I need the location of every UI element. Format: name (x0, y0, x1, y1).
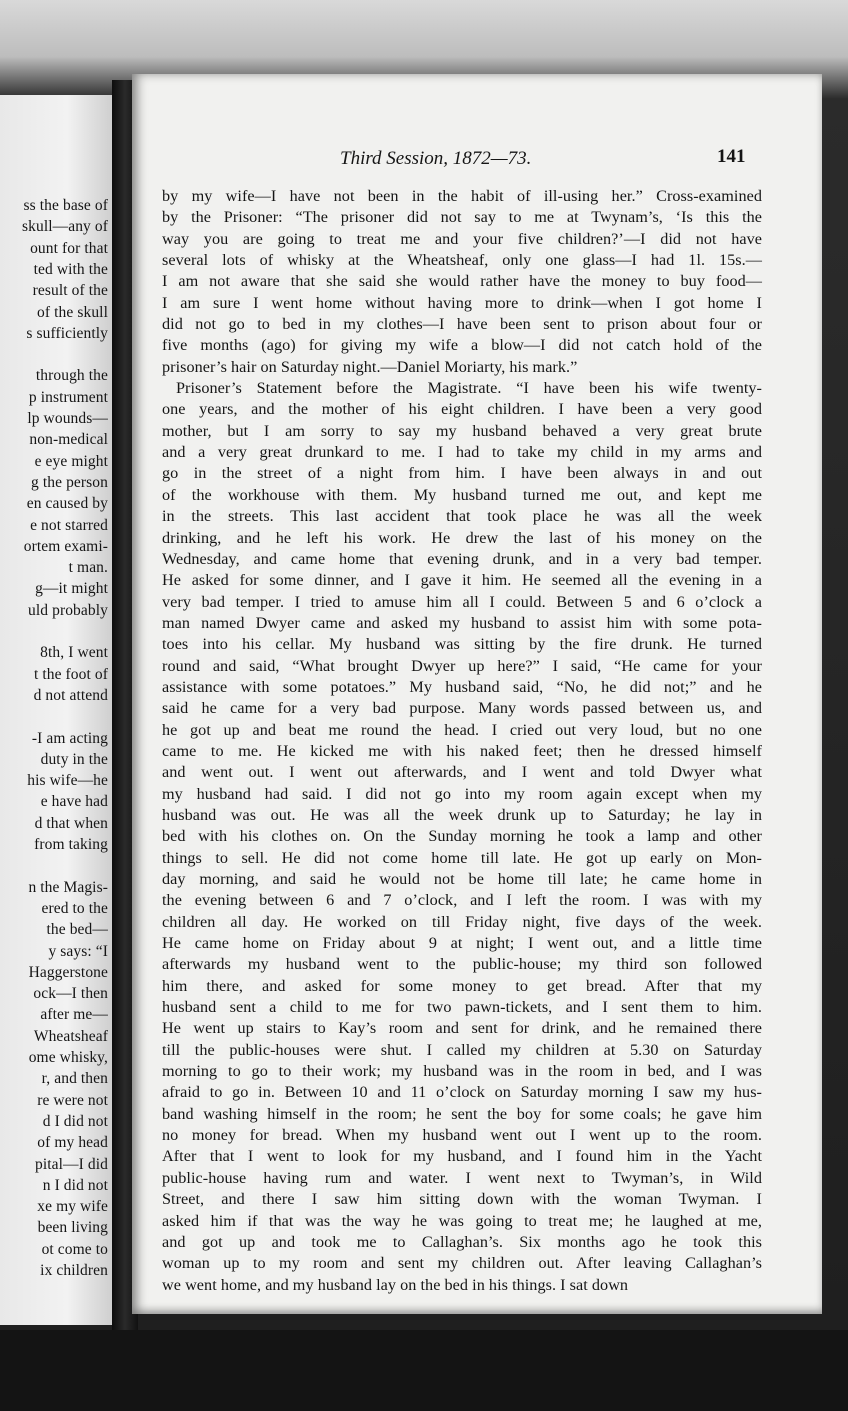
left-page-line: y says: “I (48, 942, 108, 960)
left-page-line: ome whisky, (28, 1049, 108, 1066)
left-page-line: of the skull (37, 303, 108, 321)
left-page-line: g the person (31, 473, 108, 491)
left-page-line: lp wounds— (27, 410, 108, 427)
body-line: drinking, and he left his work. He drew the last of his money on the (162, 528, 762, 547)
left-page-line: p instrument (28, 388, 108, 406)
left-page-line: uld probably (28, 601, 108, 619)
body-line: After that I went to look for my husband, and I found him in the Yacht (162, 1147, 762, 1166)
left-page-line: e not starred (30, 516, 108, 534)
left-page-line: ered to the (41, 899, 108, 917)
left-page-line: ted with the (33, 260, 108, 278)
body-line: and got up and took me to Callaghan’s. Six months ago he took this (162, 1232, 762, 1251)
body-line: he got up and beat me round the head. I cried out very loud, but no one (162, 720, 762, 739)
left-page-line: d that when (34, 814, 108, 832)
left-page-line: Wheatsheaf (33, 1027, 108, 1045)
body-line: and went out. I went out afterwards, and I went and told Dwyer what (162, 763, 762, 782)
left-page-line: after me— (40, 1006, 108, 1024)
body-line: He came home on Friday about 9 at night; I went out, and a little time (162, 934, 762, 953)
body-line: said he came for a very bad purpose. Many words passed between us, and (162, 699, 762, 718)
body-line: by the Prisoner: “The prisoner did not say to me at Twynam’s, ‘Is this the (162, 208, 762, 227)
left-page-line: through the (35, 367, 108, 385)
body-line: very bad temper. I tried to amuse him all I could. Between 5 and 6 o’clock a (162, 592, 762, 611)
body-line: morning to go to their work; my husband was in the room in bed, and I was (162, 1062, 762, 1081)
scan-bottom-edge (0, 1330, 848, 1411)
left-page-line: the bed— (46, 921, 108, 939)
body-line: go in the street of a night from him. I have been always in and out (162, 464, 762, 483)
body-line: by my wife—I have not been in the habit of ill-using her.” Cross-examined (162, 187, 762, 205)
body-line: assistance with some potatoes.” My husband said, “No, he did not;” and he (162, 677, 762, 696)
left-page-line: ock—I then (33, 985, 108, 1003)
left-page-line: -I am acting (31, 729, 108, 747)
body-line: one years, and the mother of his eight children. I have been a very good (162, 400, 762, 419)
left-page-line: pital—I did (35, 1155, 108, 1173)
body-line: toes into his cellar. My husband was sitting by the fire drunk. He turned (162, 635, 762, 654)
body-line: Wednesday, and came home that evening drunk, and in a very bad temper. (162, 549, 762, 568)
left-page-line: e eye might (34, 452, 108, 470)
page-number: 141 (717, 146, 746, 167)
body-text (162, 186, 762, 1296)
body-line: and a very great drunkard to me. I had to take my child in my arms and (162, 443, 762, 462)
body-line: things to sell. He did not come home till late. He got up early on Mon- (162, 848, 762, 867)
left-page-line: of my head (37, 1134, 108, 1152)
left-page-line: ortem exami- (23, 537, 108, 555)
left-page-line: skull—any of (21, 218, 108, 236)
left-page-line: his wife—he (27, 772, 108, 790)
left-page-line: ot come to (41, 1240, 108, 1258)
body-line: He went up stairs to Kay’s room and sent for drink, and he remained there (162, 1019, 762, 1038)
body-line: no money for bread. When my husband went out I went up to the room. (162, 1126, 762, 1145)
body-line: He asked for some dinner, and I gave it him. He seemed all the evening in a (162, 571, 762, 590)
body-line: I am not aware that she said she would rather have the money to buy food— (162, 272, 762, 291)
body-line: children all day. He worked on till Friday night, five days of the week. (162, 912, 762, 931)
running-head: Third Session, 1872—73. (340, 148, 532, 169)
body-line: several lots of whisky at the Wheatsheaf, only one glass—I had 1l. 15s.— (162, 251, 762, 270)
left-page-line: Haggerstone (28, 963, 108, 981)
body-line: husband was out. He was all the week drunk up to Saturday; he lay in (162, 805, 762, 824)
body-line: mother, but I am sorry to say my husband behaved a very great brute (162, 421, 762, 440)
body-line: afterwards my husband went to the public-house; my third son followed (162, 955, 762, 974)
body-line: in the streets. This last accident that took place he was all the week (162, 507, 762, 526)
body-line: five months (ago) for giving my wife a blow—I did not catch hold of the (162, 336, 762, 355)
left-page-line: r, and then (41, 1070, 108, 1088)
body-line: till the public-houses were shut. I called my children at 5.30 on Saturday (162, 1040, 762, 1059)
left-page-line: t the foot of (33, 665, 108, 683)
left-page-line: re were not (37, 1091, 108, 1109)
left-page-line: n the Magis- (28, 878, 108, 896)
body-line: day morning, and said he would not be home till late; he came home in (162, 870, 762, 888)
left-page-line: been living (37, 1219, 108, 1237)
body-line: public-house having rum and water. I went next to Twyman’s, in Wild (162, 1168, 762, 1187)
left-page (0, 95, 112, 1325)
body-line: band washing himself in the room; he sent the boy for some coals; he gave him (162, 1104, 762, 1123)
body-line: him there, and asked for some money to get bread. After that my (162, 976, 762, 995)
left-page-line: g—it might (35, 580, 108, 598)
left-page-line: 8th, I went (40, 644, 108, 662)
body-line: Street, and there I saw him sitting down with the woman Twyman. I (162, 1190, 762, 1209)
left-page-line: xe my wife (37, 1198, 108, 1216)
body-line: Prisoner’s Statement before the Magistrate. “I have been his wife twenty- (176, 379, 762, 398)
body-line: asked him if that was the way he was going to treat me; he laughed at me, (162, 1211, 762, 1230)
left-page-line: ix children (40, 1262, 108, 1279)
body-line: round and said, “What brought Dwyer up here?” I said, “He came for your (162, 656, 762, 675)
body-line: the evening between 6 and 7 o’clock, and I left the room. I was with my (162, 891, 762, 910)
left-page-line: d I did not (42, 1112, 108, 1130)
body-line: bed with his clothes on. On the Sunday morning he took a lamp and other (162, 827, 762, 846)
left-page-line: duty in the (40, 750, 108, 768)
body-line: came to me. He kicked me with his naked feet; then he dressed himself (162, 741, 762, 760)
left-page-line: d not attend (33, 686, 108, 704)
body-line: I am sure I went home without having more to drink—when I got home I (162, 293, 762, 312)
left-page-line: en caused by (26, 495, 108, 513)
body-line: man named Dwyer came and asked my husband to assist him with some pota- (162, 613, 762, 632)
body-line: prisoner’s hair on Saturday night.—Daniel Moriarty, his mark.” (162, 357, 578, 376)
left-page-line: e have had (40, 793, 108, 811)
body-line: way you are going to treat me and your five children?’—I did not have (162, 229, 762, 248)
body-line: did not go to bed in my clothes—I have been sent to prison about four or (162, 315, 762, 334)
left-page-line: non-medical (29, 431, 108, 449)
left-page-line: s sufficiently (26, 324, 108, 342)
left-page-line: result of the (32, 282, 108, 300)
left-page-line: n I did not (42, 1176, 108, 1194)
body-line: woman up to my room and sent my children out. After leaving Callaghan’s (162, 1254, 762, 1273)
left-page-line: t man. (68, 559, 108, 577)
body-line: of the workhouse with them. My husband turned me out, and kept me (162, 485, 762, 504)
body-line: we went home, and my husband lay on the bed in his things. I sat down (162, 1275, 629, 1294)
body-line: husband sent a child to me for two pawn-tickets, and I sent them to him. (162, 998, 762, 1017)
left-page-line: ss the base of (23, 197, 108, 214)
body-line: afraid to go in. Between 10 and 11 o’clock on Saturday morning I saw my hus- (162, 1083, 762, 1102)
body-line: my husband had said. I did not go into my room again except when my (162, 784, 762, 803)
left-page-line: ount for that (30, 239, 108, 257)
left-page-line: from taking (34, 836, 108, 853)
